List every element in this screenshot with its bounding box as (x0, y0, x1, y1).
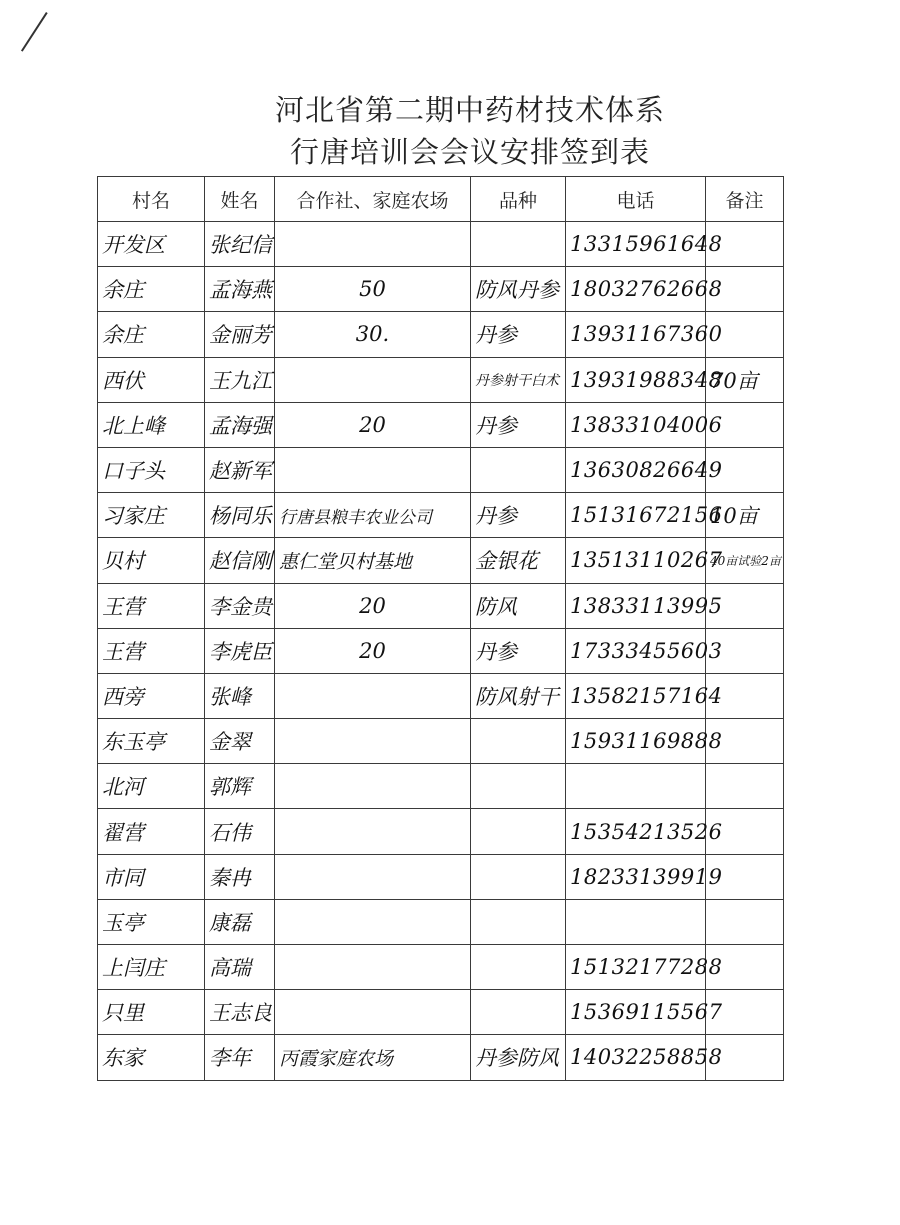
cell-cooperative (275, 719, 471, 764)
cell-phone: 15931169888 (566, 719, 706, 764)
table-row (98, 447, 784, 492)
document-title-line-1: 河北省第二期中药材技术体系 (274, 93, 665, 127)
cell-cooperative (275, 945, 471, 990)
cell-cooperative: 20 (275, 583, 471, 628)
cell-name: 高瑞 (205, 945, 275, 990)
table-row (98, 1035, 784, 1080)
cell-name: 秦冉 (205, 854, 275, 899)
cell-variety (471, 719, 566, 764)
table-row (98, 945, 784, 990)
table-row (98, 312, 784, 357)
cell-cooperative: 50 (275, 267, 471, 312)
header-village: 村名 (98, 177, 205, 222)
header-notes: 备注 (706, 177, 784, 222)
cell-name: 王九江 (205, 357, 275, 402)
cell-village: 开发区 (98, 222, 205, 267)
cell-phone: 17333455603 (566, 628, 706, 673)
table-row (98, 538, 784, 583)
cell-name: 孟海强 (205, 402, 275, 447)
cell-name: 李金贵 (205, 583, 275, 628)
table-row (98, 222, 784, 267)
cell-name: 金丽芳 (205, 312, 275, 357)
cell-cooperative (275, 899, 471, 944)
table-row (98, 357, 784, 402)
table-row (98, 719, 784, 764)
pen-mark (21, 12, 48, 52)
table-header-row (98, 177, 784, 222)
cell-village: 玉亭 (98, 899, 205, 944)
cell-phone: 14032258858 (566, 1035, 706, 1080)
cell-village: 上闫庄 (98, 945, 205, 990)
header-name: 姓名 (205, 177, 275, 222)
cell-name: 李年 (205, 1035, 275, 1080)
header-variety: 品种 (471, 177, 566, 222)
cell-notes: 40亩试验2亩 (706, 538, 784, 583)
cell-variety: 防风丹参 (471, 267, 566, 312)
cell-village: 北上峰 (98, 402, 205, 447)
cell-phone: 13931167360 (566, 312, 706, 357)
cell-phone: 13833113995 (566, 583, 706, 628)
cell-variety: 丹参 (471, 493, 566, 538)
header-phone: 电话 (566, 177, 706, 222)
cell-cooperative: 20 (275, 402, 471, 447)
cell-village: 余庄 (98, 312, 205, 357)
table-row (98, 493, 784, 538)
cell-name: 张纪信 (205, 222, 275, 267)
cell-phone: 13513110267 (566, 538, 706, 583)
cell-phone: 13315961648 (566, 222, 706, 267)
cell-cooperative: 30. (275, 312, 471, 357)
cell-cooperative: 惠仁堂贝村基地 (275, 538, 471, 583)
document-title-line-2: 行唐培训会会议安排签到表 (289, 135, 650, 169)
cell-cooperative (275, 764, 471, 809)
cell-phone: 13630826649 (566, 447, 706, 492)
cell-cooperative (275, 990, 471, 1035)
cell-phone: 15369115567 (566, 990, 706, 1035)
cell-village: 贝村 (98, 538, 205, 583)
cell-phone: 18032762668 (566, 267, 706, 312)
cell-name: 康磊 (205, 899, 275, 944)
cell-name: 赵新军 (205, 447, 275, 492)
cell-variety (471, 764, 566, 809)
cell-phone: 13931988348 (566, 357, 706, 402)
cell-village: 市同 (98, 854, 205, 899)
cell-village: 口子头 (98, 447, 205, 492)
sign-in-table (97, 176, 784, 1081)
cell-village: 北河 (98, 764, 205, 809)
cell-cooperative (275, 357, 471, 402)
cell-cooperative: 丙霞家庭农场 (275, 1035, 471, 1080)
cell-village: 西伏 (98, 357, 205, 402)
cell-village: 西旁 (98, 673, 205, 718)
cell-cooperative (275, 447, 471, 492)
table-row (98, 267, 784, 312)
cell-phone (566, 764, 706, 809)
cell-variety (471, 945, 566, 990)
cell-notes: 10亩 (706, 493, 784, 538)
table-row (98, 990, 784, 1035)
cell-variety: 丹参 (471, 628, 566, 673)
cell-village: 东家 (98, 1035, 205, 1080)
cell-cooperative (275, 222, 471, 267)
cell-variety: 丹参 (471, 312, 566, 357)
cell-phone: 15131672156 (566, 493, 706, 538)
cell-variety: 丹参射干白术 (471, 357, 566, 402)
cell-cooperative: 20 (275, 628, 471, 673)
cell-cooperative (275, 673, 471, 718)
cell-name: 石伟 (205, 809, 275, 854)
table-row (98, 583, 784, 628)
table-row (98, 764, 784, 809)
table-row (98, 673, 784, 718)
cell-name: 赵信刚 (205, 538, 275, 583)
cell-variety (471, 990, 566, 1035)
cell-variety: 金银花 (471, 538, 566, 583)
cell-variety (471, 899, 566, 944)
cell-cooperative (275, 809, 471, 854)
cell-village: 王营 (98, 583, 205, 628)
cell-name: 杨同乐 (205, 493, 275, 538)
cell-name: 郭辉 (205, 764, 275, 809)
cell-village: 只里 (98, 990, 205, 1035)
cell-cooperative (275, 854, 471, 899)
table-row (98, 402, 784, 447)
cell-name: 李虎臣 (205, 628, 275, 673)
table-row (98, 854, 784, 899)
table-row (98, 809, 784, 854)
cell-variety: 丹参 (471, 402, 566, 447)
cell-variety: 防风 (471, 583, 566, 628)
cell-variety (471, 809, 566, 854)
cell-notes (706, 899, 784, 944)
cell-village: 余庄 (98, 267, 205, 312)
cell-village: 王营 (98, 628, 205, 673)
cell-variety (471, 854, 566, 899)
table-row (98, 628, 784, 673)
cell-variety: 防风射干 (471, 673, 566, 718)
cell-variety (471, 447, 566, 492)
header-cooperative: 合作社、家庭农场 (275, 177, 471, 222)
cell-village: 翟营 (98, 809, 205, 854)
cell-name: 孟海燕 (205, 267, 275, 312)
table-row (98, 899, 784, 944)
cell-variety (471, 222, 566, 267)
cell-phone: 15354213526 (566, 809, 706, 854)
cell-phone: 18233139919 (566, 854, 706, 899)
cell-notes: 70亩 (706, 357, 784, 402)
cell-village: 习家庄 (98, 493, 205, 538)
cell-phone (566, 899, 706, 944)
cell-phone: 13582157164 (566, 673, 706, 718)
cell-variety: 丹参防风 (471, 1035, 566, 1080)
cell-village: 东玉亭 (98, 719, 205, 764)
cell-notes (706, 764, 784, 809)
cell-name: 王志良 (205, 990, 275, 1035)
cell-phone: 15132177288 (566, 945, 706, 990)
cell-cooperative: 行唐县粮丰农业公司 (275, 493, 471, 538)
cell-phone: 13833104006 (566, 402, 706, 447)
cell-name: 金翠 (205, 719, 275, 764)
cell-name: 张峰 (205, 673, 275, 718)
